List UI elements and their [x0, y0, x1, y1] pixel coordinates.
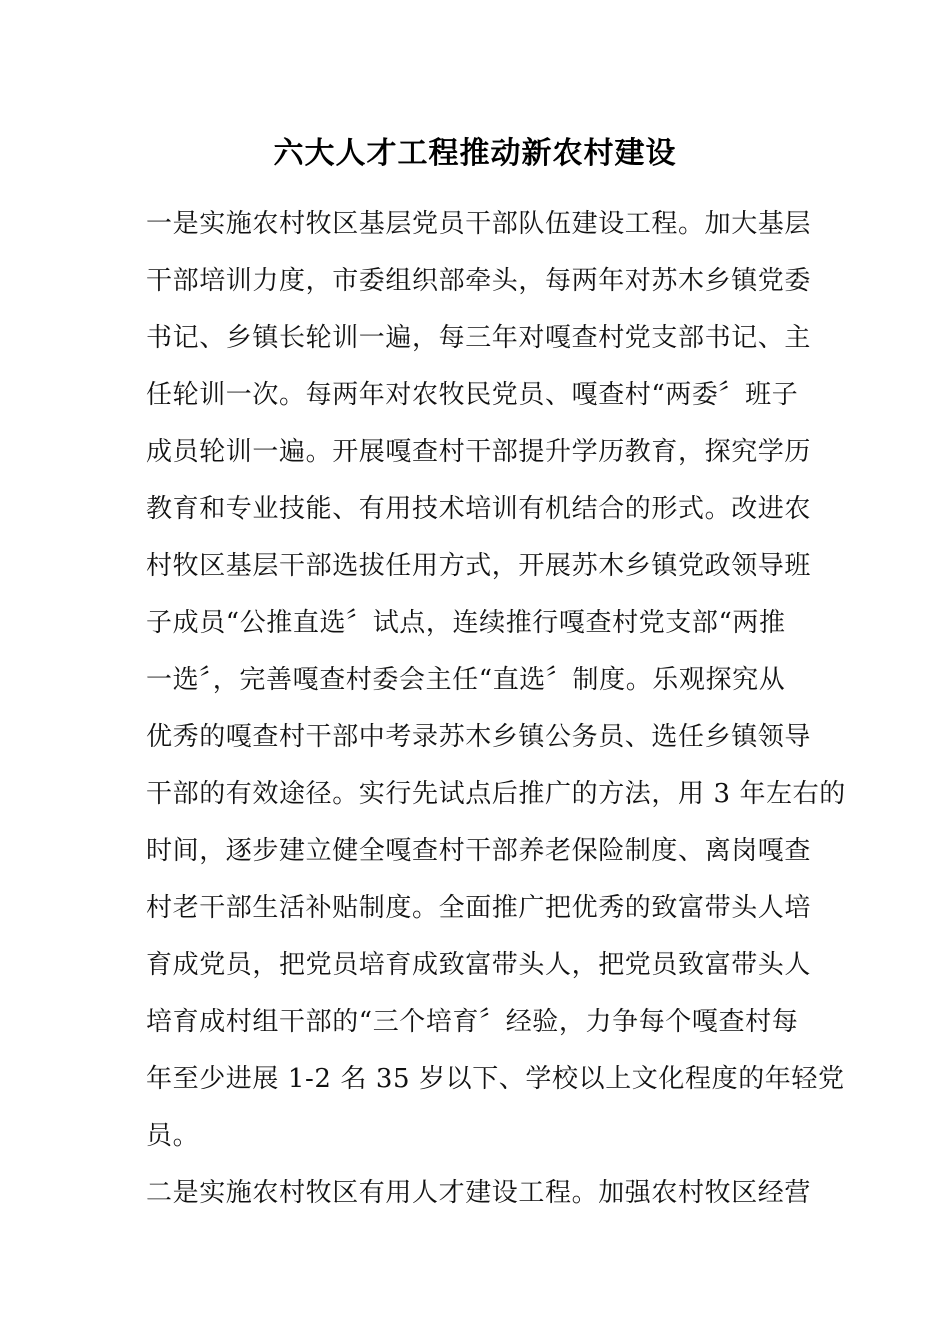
text-line: 二是实施农村牧区有用人才建设工程。加强农村牧区经营: [146, 1178, 812, 1208]
text-line: 年至少进展 1-2 名 35 岁以下、学校以上文化程度的年轻党: [146, 1064, 845, 1094]
text-line: 时间，逐步建立健全嘎查村干部养老保险制度、离岗嘎查: [146, 836, 812, 866]
text-line: 子成员“公推直选〞试点，连续推行嘎查村党支部“两推: [146, 608, 786, 638]
text-line: 培育成村组干部的“三个培育〞经验，力争每个嘎查村每: [146, 1007, 799, 1037]
document-title: 六大人才工程推动新农村建设: [273, 136, 677, 171]
text-line: 成员轮训一遍。开展嘎查村干部提升学历教育，探究学历: [146, 437, 812, 467]
text-line: 育成党员，把党员培育成致富带头人，把党员致富带头人: [146, 950, 812, 980]
paragraph-1: [146, 196, 846, 1165]
paragraph-2: [146, 1165, 812, 1222]
text-line: 村牧区基层干部选拔任用方式，开展苏木乡镇党政领导班: [146, 551, 812, 581]
text-line: 干部培训力度，市委组织部牵头，每两年对苏木乡镇党委: [146, 266, 812, 296]
text-line: 任轮训一次。每两年对农牧民党员、嘎查村“两委〞班子: [146, 380, 799, 410]
text-line: 员。: [146, 1121, 200, 1151]
text-line: 教育和专业技能、有用技术培训有机结合的形式。改进农: [146, 494, 812, 524]
text-line: 村老干部生活补贴制度。全面推广把优秀的致富带头人培: [146, 893, 812, 923]
text-line: 书记、乡镇长轮训一遍，每三年对嘎查村党支部书记、主: [146, 323, 812, 353]
text-line: 一是实施农村牧区基层党员干部队伍建设工程。加大基层: [146, 209, 812, 239]
text-line: 一选〞，完善嘎查村委会主任“直选〞制度。乐观探究从: [146, 665, 786, 695]
document-body: [146, 196, 846, 1222]
text-line: 优秀的嘎查村干部中考录苏木乡镇公务员、选任乡镇领导: [146, 722, 812, 752]
text-line: 干部的有效途径。实行先试点后推广的方法，用 3 年左右的: [146, 779, 846, 809]
